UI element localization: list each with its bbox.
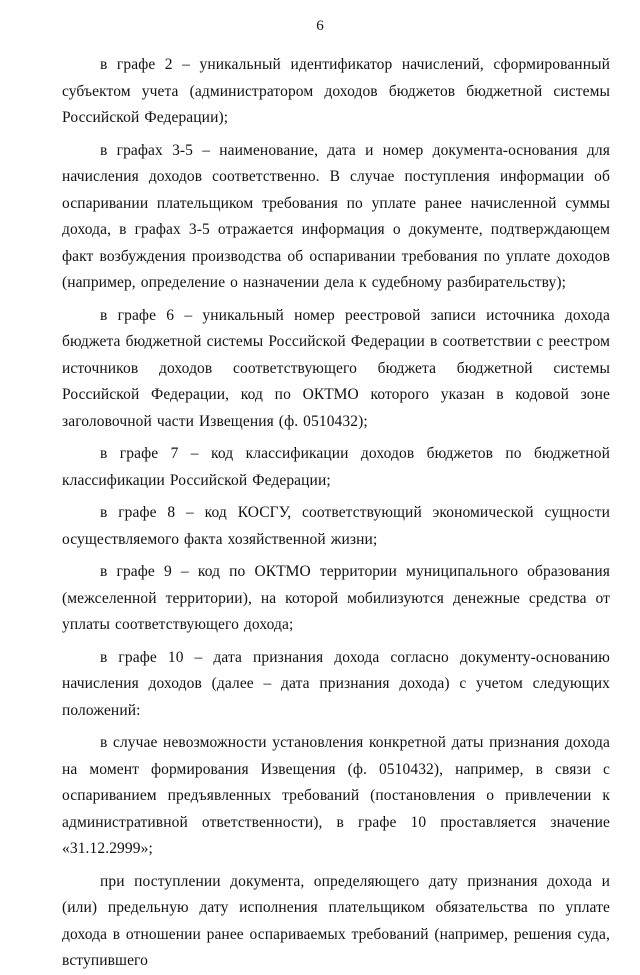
- paragraph-grafa-2: в графе 2 – уникальный идентификатор начислений, сформированный субъектом учета (администратором доходов бюджетов бюджетной системы Российской Федерации);: [62, 56, 610, 126]
- paragraph-grafa-7: в графе 7 – код классификации доходов бюджетов по бюджетной классификации Российской Федерации;: [62, 445, 610, 489]
- page-number: 6: [316, 18, 324, 34]
- paragraph-grafa-8: в графе 8 – код КОСГУ, соответствующий экономической сущности осуществляемого факта хозяйственной жизни;: [62, 504, 610, 548]
- paragraph-document-received: при поступлении документа, определяющего дату признания дохода и (или) предельную дату исполнения плательщиком обязательства по уплате дохода в отношении ранее оспариваемых требований (например, решения суда, вступившего: [62, 872, 610, 969]
- paragraph-grafa-6: в графе 6 – уникальный номер реестровой записи источника дохода бюджета бюджетной системы Российской Федерации в соответствии с реестром источников доходов соответствующего бюджета бюджетной системы Российской Федерации, код по ОКТМО которого указан в кодовой зоне заголовочной части Извещения (ф. 0510432);: [62, 306, 610, 430]
- document-body: [62, 52, 610, 975]
- paragraph-grafa-10: в графе 10 – дата признания дохода согласно документу-основанию начисления доходов (далее – дата признания дохода) с учетом следующих положений:: [62, 648, 610, 719]
- paragraph-date-unknown: в случае невозможности установления конкретной даты признания дохода на момент формирования Извещения (ф. 0510432), например, в связи с оспариванием предъявленных требований (постановления о привлечении к административной ответственности), в графе 10 проставляется значение «31.12.2999»;: [62, 734, 610, 857]
- paragraph-grafy-3-5: в графах 3-5 – наименование, дата и номер документа-основания для начисления доходов соответственно. В случае поступления информации об оспаривании плательщиком требования по уплате ранее начисленной суммы дохода, в графах 3-5 отражается информация о документе, подтверждающем факт возбуждения производства об оспаривании требования по уплате доходов (например, определение о назначении дела к судебному разбирательству);: [62, 141, 610, 291]
- paragraph-grafa-9: в графе 9 – код по ОКТМО территории муниципального образования (межселенной территории), на которой мобилизуются денежные средства от уплаты соответствующего дохода;: [62, 563, 610, 633]
